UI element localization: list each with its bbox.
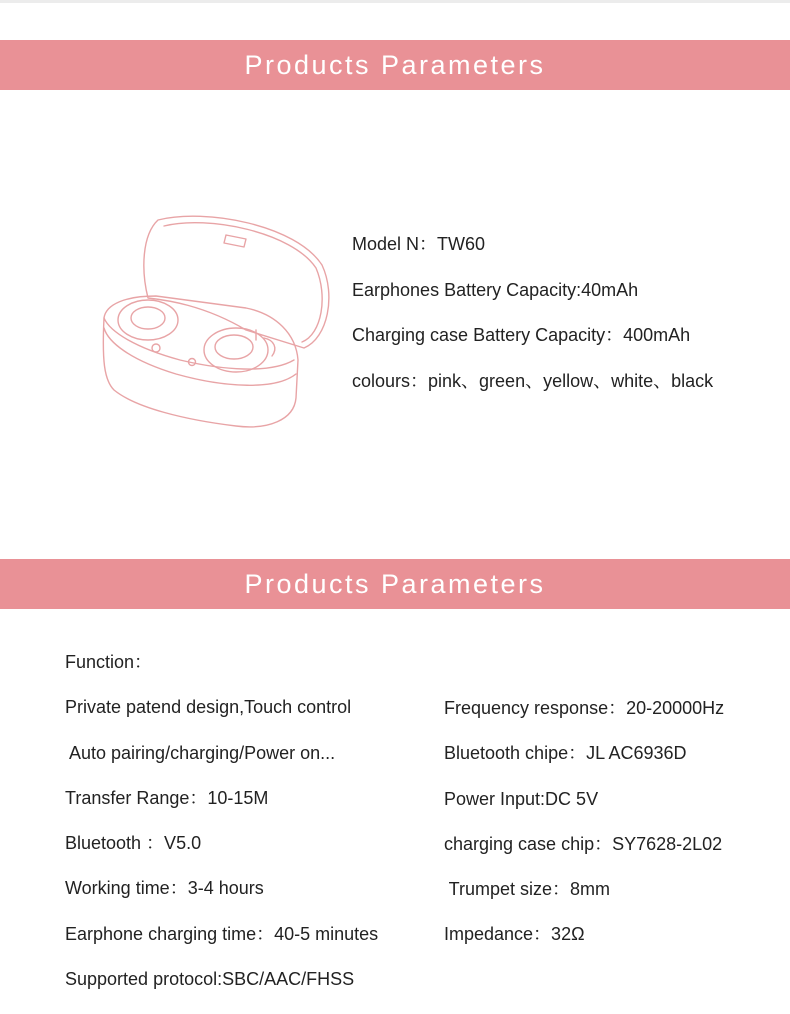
param-case-chip: charging case chip：SY7628-2L02 bbox=[444, 833, 723, 854]
param-trumpet-size: Trumpet size：8mm bbox=[444, 879, 611, 900]
param-transfer-range: Transfer Range：10-15M bbox=[65, 787, 269, 808]
param-power-input: Power Input:DC 5V bbox=[444, 788, 599, 809]
param-charging-time: Earphone charging time：40-5 minutes bbox=[65, 923, 379, 944]
parameters-right-column bbox=[444, 697, 784, 969]
product-spec-list bbox=[352, 233, 782, 415]
spec-colours: colours：pink、green、yellow、white、black bbox=[352, 370, 714, 391]
top-divider bbox=[0, 0, 790, 3]
section-banner-1 bbox=[0, 40, 790, 90]
section-title-1: Products Parameters bbox=[244, 49, 546, 80]
param-function-label: Function： bbox=[65, 652, 153, 672]
param-impedance: Impedance：32Ω bbox=[444, 924, 585, 945]
earbuds-case-illustration bbox=[96, 210, 336, 435]
spec-case-battery: Charging case Battery Capacity：400mAh bbox=[352, 325, 691, 345]
param-design: Private patend design,Touch control bbox=[65, 697, 352, 718]
left-earbud bbox=[118, 300, 178, 340]
param-auto-pairing: Auto pairing/charging/Power on... bbox=[65, 742, 336, 763]
param-bluetooth-chip: Bluetooth chipe：JL AC6936D bbox=[444, 743, 687, 764]
param-protocol: Supported protocol:SBC/AAC/FHSS bbox=[65, 969, 355, 990]
section-title-2: Products Parameters bbox=[244, 568, 546, 599]
param-frequency-response: Frequency response：20-20000Hz bbox=[444, 698, 725, 718]
case-base bbox=[103, 296, 298, 427]
section-banner-2 bbox=[0, 559, 790, 609]
parameters-left-column bbox=[65, 651, 435, 1013]
spec-earphone-battery: Earphones Battery Capacity:40mAh bbox=[352, 279, 639, 300]
param-working-time: Working time：3-4 hours bbox=[65, 878, 264, 899]
spec-model: Model N：TW60 bbox=[352, 234, 486, 254]
param-bluetooth-version: Bluetooth ：V5.0 bbox=[65, 833, 202, 854]
